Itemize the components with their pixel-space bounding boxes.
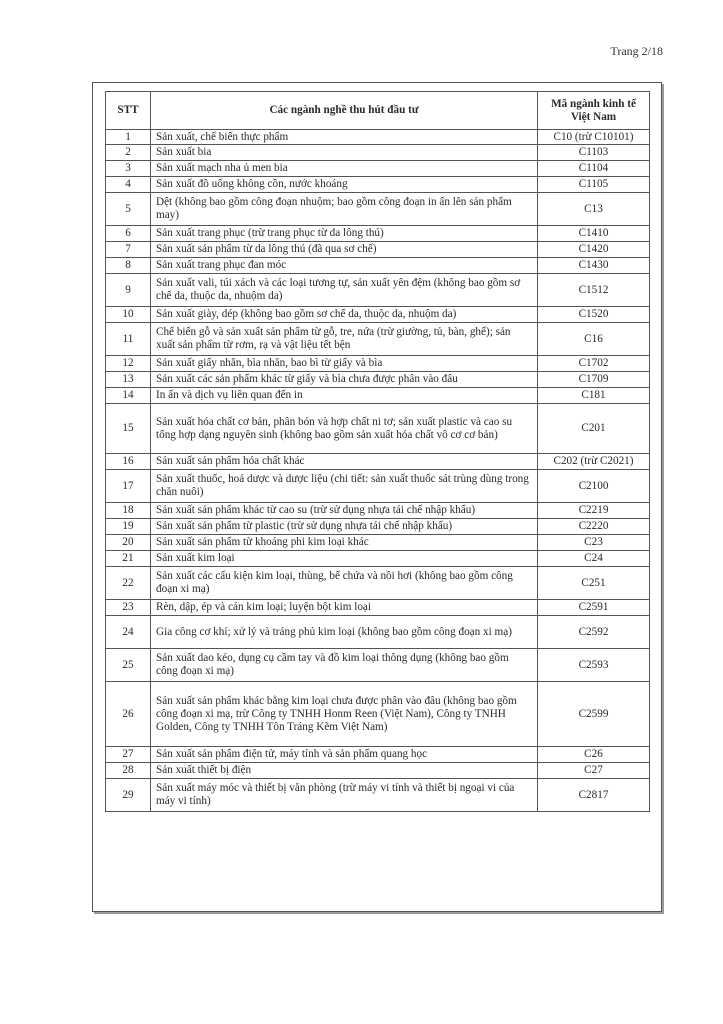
row-stt: 5 bbox=[106, 193, 151, 226]
row-industry-code: C201 bbox=[538, 404, 650, 454]
row-industry-code: C16 bbox=[538, 323, 650, 356]
row-stt: 14 bbox=[106, 388, 151, 404]
row-industry-code: C2593 bbox=[538, 649, 650, 682]
table-row bbox=[106, 161, 650, 177]
row-industry-code: C2591 bbox=[538, 600, 650, 616]
row-industry-code: C13 bbox=[538, 193, 650, 226]
table-row bbox=[106, 747, 650, 763]
row-stt: 29 bbox=[106, 779, 151, 812]
table-row bbox=[106, 503, 650, 519]
table-row bbox=[106, 388, 650, 404]
row-industry-name: Sản xuất dao kéo, dụng cụ cầm tay và đồ kim loại thông dụng (không bao gồm công đoạn xi mạ) bbox=[151, 649, 538, 682]
row-industry-code: C1702 bbox=[538, 356, 650, 372]
row-stt: 19 bbox=[106, 519, 151, 535]
table-row bbox=[106, 616, 650, 649]
table-row bbox=[106, 130, 650, 145]
row-stt: 24 bbox=[106, 616, 151, 649]
row-industry-code: C251 bbox=[538, 567, 650, 600]
table-row bbox=[106, 177, 650, 193]
row-industry-name: Sản xuất trang phục đan móc bbox=[151, 258, 538, 274]
row-industry-name: Sản xuất mạch nha ủ men bia bbox=[151, 161, 538, 177]
row-industry-code: C181 bbox=[538, 388, 650, 404]
row-industry-name: Sản xuất sản phẩm từ da lông thú (đã qua sơ chế) bbox=[151, 242, 538, 258]
table-row bbox=[106, 145, 650, 161]
row-industry-code: C1104 bbox=[538, 161, 650, 177]
header-stt: STT bbox=[106, 92, 151, 130]
header-code: Mã ngành kinh tế Việt Nam bbox=[538, 92, 650, 130]
row-industry-code: C202 (trừ C2021) bbox=[538, 454, 650, 470]
table-header-row bbox=[106, 92, 650, 130]
table-row bbox=[106, 404, 650, 454]
row-industry-code: C2220 bbox=[538, 519, 650, 535]
row-stt: 22 bbox=[106, 567, 151, 600]
table-row bbox=[106, 193, 650, 226]
row-industry-code: C27 bbox=[538, 763, 650, 779]
row-industry-name: Sản xuất trang phục (trừ trang phục từ da lông thú) bbox=[151, 226, 538, 242]
table-row bbox=[106, 779, 650, 812]
row-industry-name: Sản xuất sản phẩm hóa chất khác bbox=[151, 454, 538, 470]
row-industry-name: Sản xuất sản phẩm điện tử, máy tính và sản phẩm quang học bbox=[151, 747, 538, 763]
row-stt: 3 bbox=[106, 161, 151, 177]
row-industry-name: Sản xuất sản phẩm khác từ cao su (trừ sử dụng nhựa tái chế nhập khẩu) bbox=[151, 503, 538, 519]
table-row bbox=[106, 242, 650, 258]
row-industry-name: Sản xuất các cấu kiện kim loại, thùng, bể chứa và nồi hơi (không bao gồm công đoạn xi mạ) bbox=[151, 567, 538, 600]
row-industry-name: Sản xuất giày, dép (không bao gồm sơ chế da, thuộc da, nhuộm da) bbox=[151, 307, 538, 323]
document-frame bbox=[92, 82, 662, 912]
row-industry-code: C23 bbox=[538, 535, 650, 551]
industry-table bbox=[105, 91, 650, 812]
row-stt: 26 bbox=[106, 682, 151, 747]
row-stt: 4 bbox=[106, 177, 151, 193]
row-industry-code: C2219 bbox=[538, 503, 650, 519]
row-stt: 25 bbox=[106, 649, 151, 682]
table-row bbox=[106, 470, 650, 503]
row-industry-name: Sản xuất kim loại bbox=[151, 551, 538, 567]
table-row bbox=[106, 600, 650, 616]
row-industry-code: C24 bbox=[538, 551, 650, 567]
row-stt: 20 bbox=[106, 535, 151, 551]
table-row bbox=[106, 763, 650, 779]
row-industry-code: C1105 bbox=[538, 177, 650, 193]
header-industry: Các ngành nghề thu hút đầu tư bbox=[151, 92, 538, 130]
row-stt: 2 bbox=[106, 145, 151, 161]
table-row bbox=[106, 274, 650, 307]
row-stt: 21 bbox=[106, 551, 151, 567]
row-stt: 12 bbox=[106, 356, 151, 372]
row-industry-name: Sản xuất, chế biến thực phẩm bbox=[151, 130, 538, 145]
row-industry-code: C1512 bbox=[538, 274, 650, 307]
row-industry-name: Sản xuất vali, túi xách và các loại tương tự, sản xuất yên đệm (không bao gồm sơ chế da, thuộc da, nhuộm da) bbox=[151, 274, 538, 307]
row-industry-code: C2817 bbox=[538, 779, 650, 812]
row-industry-name: Sản xuất bia bbox=[151, 145, 538, 161]
row-stt: 1 bbox=[106, 130, 151, 145]
row-stt: 7 bbox=[106, 242, 151, 258]
row-stt: 16 bbox=[106, 454, 151, 470]
row-stt: 10 bbox=[106, 307, 151, 323]
row-industry-code: C1410 bbox=[538, 226, 650, 242]
row-industry-name: Sản xuất sản phẩm khác bằng kim loại chưa được phân vào đâu (không bao gồm công đoạn xi mạ, trừ Công ty TNHH Honm Reen (Việt Nam), Công ty TNHH Golden, Công ty TNHH Tôn Tráng Kẽm Việt Nam) bbox=[151, 682, 538, 747]
table-row bbox=[106, 649, 650, 682]
table-row bbox=[106, 535, 650, 551]
row-stt: 6 bbox=[106, 226, 151, 242]
row-industry-name: Sản xuất đồ uống không cồn, nước khoáng bbox=[151, 177, 538, 193]
row-industry-code: C26 bbox=[538, 747, 650, 763]
row-industry-code: C1520 bbox=[538, 307, 650, 323]
table-row bbox=[106, 372, 650, 388]
table-row bbox=[106, 323, 650, 356]
row-stt: 18 bbox=[106, 503, 151, 519]
row-industry-name: Sản xuất các sản phẩm khác từ giấy và bìa chưa được phân vào đâu bbox=[151, 372, 538, 388]
row-stt: 15 bbox=[106, 404, 151, 454]
row-stt: 9 bbox=[106, 274, 151, 307]
row-stt: 13 bbox=[106, 372, 151, 388]
row-industry-name: Sản xuất sản phẩm từ khoáng phi kim loại khác bbox=[151, 535, 538, 551]
table-row bbox=[106, 307, 650, 323]
row-industry-name: Gia công cơ khí; xử lý và tráng phủ kim loại (không bao gồm công đoạn xi mạ) bbox=[151, 616, 538, 649]
row-stt: 11 bbox=[106, 323, 151, 356]
table-row bbox=[106, 567, 650, 600]
table-body bbox=[106, 130, 650, 812]
table-row bbox=[106, 454, 650, 470]
row-industry-code: C2592 bbox=[538, 616, 650, 649]
table-row bbox=[106, 258, 650, 274]
row-industry-name: In ấn và dịch vụ liên quan đến in bbox=[151, 388, 538, 404]
row-industry-code: C1709 bbox=[538, 372, 650, 388]
row-stt: 17 bbox=[106, 470, 151, 503]
row-stt: 23 bbox=[106, 600, 151, 616]
row-industry-name: Rèn, dập, ép và cán kim loại; luyện bột kim loại bbox=[151, 600, 538, 616]
row-industry-code: C1103 bbox=[538, 145, 650, 161]
table-row bbox=[106, 551, 650, 567]
table-row bbox=[106, 226, 650, 242]
table-row bbox=[106, 682, 650, 747]
row-industry-code: C1430 bbox=[538, 258, 650, 274]
row-stt: 28 bbox=[106, 763, 151, 779]
row-stt: 27 bbox=[106, 747, 151, 763]
page-number: Trang 2/18 bbox=[610, 44, 663, 58]
row-industry-name: Sản xuất giấy nhăn, bìa nhăn, bao bì từ giấy và bìa bbox=[151, 356, 538, 372]
row-industry-name: Dệt (không bao gồm công đoạn nhuộm; bao gồm công đoạn in ấn lên sản phẩm may) bbox=[151, 193, 538, 226]
row-industry-code: C10 (trừ C10101) bbox=[538, 130, 650, 145]
row-industry-code: C2100 bbox=[538, 470, 650, 503]
row-industry-code: C2599 bbox=[538, 682, 650, 747]
row-industry-name: Sản xuất hóa chất cơ bản, phân bón và hợp chất ni tơ; sản xuất plastic và cao su tổng hợp dạng nguyên sinh (không bao gồm sản xuất hóa chất vô cơ cơ bản) bbox=[151, 404, 538, 454]
table-row bbox=[106, 356, 650, 372]
row-industry-name: Sản xuất máy móc và thiết bị văn phòng (trừ máy vi tính và thiết bị ngoại vi của máy vi tính) bbox=[151, 779, 538, 812]
table-row bbox=[106, 519, 650, 535]
row-industry-code: C1420 bbox=[538, 242, 650, 258]
row-industry-name: Sản xuất thiết bị điện bbox=[151, 763, 538, 779]
row-stt: 8 bbox=[106, 258, 151, 274]
row-industry-name: Chế biến gỗ và sản xuất sản phẩm từ gỗ, tre, nứa (trừ giường, tủ, bàn, ghế); sản xuất sản phẩm từ rơm, rạ và vật liệu tết bện bbox=[151, 323, 538, 356]
row-industry-name: Sản xuất sản phẩm từ plastic (trừ sử dụng nhựa tái chế nhập khẩu) bbox=[151, 519, 538, 535]
row-industry-name: Sản xuất thuốc, hoá dược và dược liệu (chi tiết: sản xuất thuốc sát trùng dùng trong chăn nuôi) bbox=[151, 470, 538, 503]
